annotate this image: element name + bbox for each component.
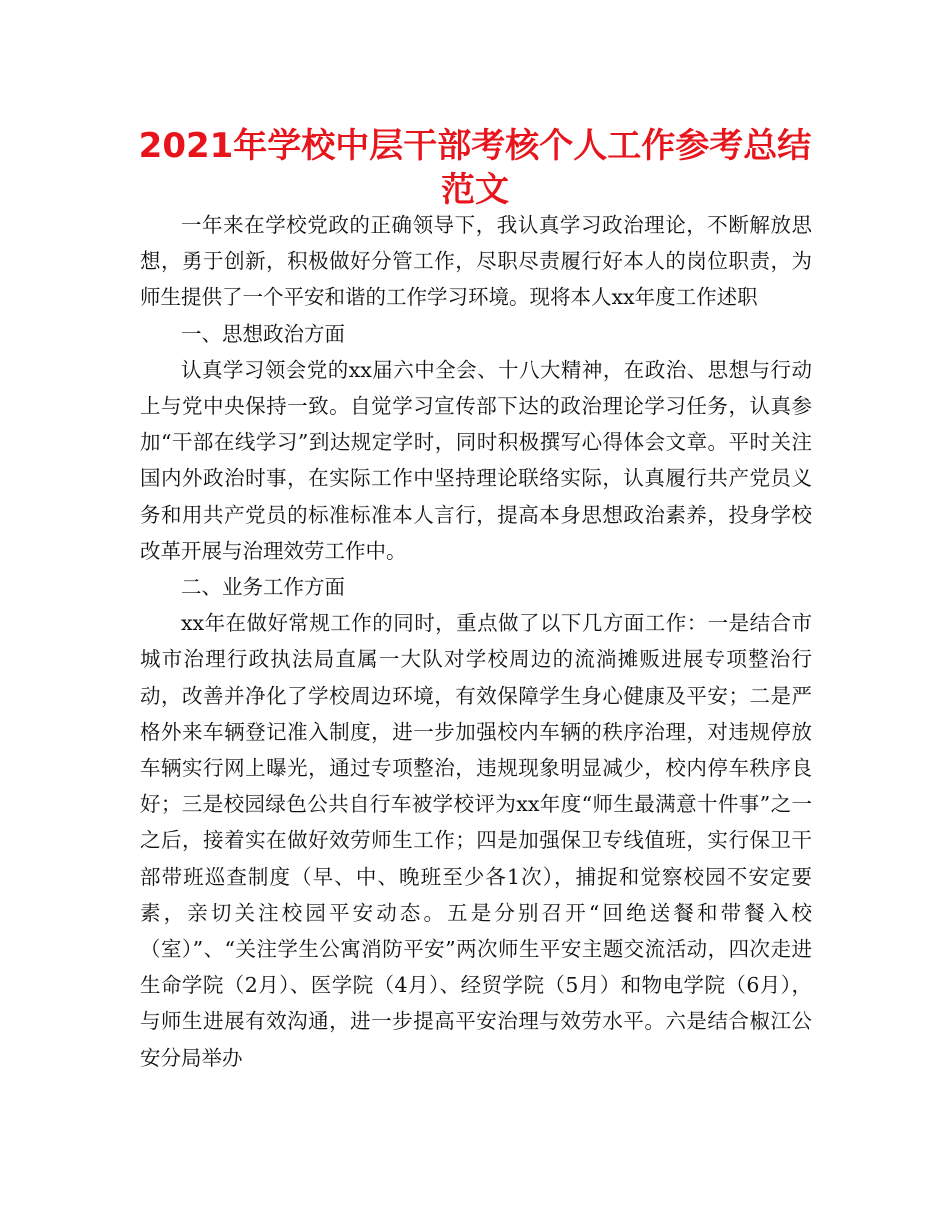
section-heading-political: 一、思想政治方面 [181,321,345,346]
section-heading-business: 二、业务工作方面 [181,575,345,600]
paragraph-intro: 一年来在学校党政的正确领导下，我认真学习政治理论，不断解放思想，勇于创新，积极做好分管工作，尽职尽责履行好本人的岗位职责，为师生提供了一个平安和谐的工作学习环境。现将本人xx年度工作述职 [140,213,812,310]
document-body [140,207,812,1076]
document-title: 2021年学校中层干部考核个人工作参考总结范文 [138,126,812,210]
paragraph-political: 认真学习领会党的xx届六中全会、十八大精神，在政治、思想与行动上与党中央保持一致。自觉学习宣传部下达的政治理论学习任务，认真参加“干部在线学习”到达规定学时，同时积极撰写心得体会文章。平时关注国内外政治时事，在实际工作中坚持理论联络实际，认真履行共产党员义务和用共产党员的标准标准本人言行，提高本身思想政治素养，投身学校改革开展与治理效劳工作中。 [140,357,812,563]
paragraph-business: xx年在做好常规工作的同时，重点做了以下几方面工作：一是结合市城市治理行政执法局直属一大队对学校周边的流淌摊贩进展专项整治行动，改善并净化了学校周边环境，有效保障学生身心健康及平安；二是严格外来车辆登记准入制度，进一步加强校内车辆的秩序治理，对违规停放车辆实行网上曝光，通过专项整治，违规现象明显减少，校内停车秩序良好；三是校园绿色公共自行车被学校评为xx年度“师生最满意十件事”之一之后，接着实在做好效劳师生工作；四是加强保卫专线值班，实行保卫干部带班巡查制度（早、中、晚班至少各1次），捕捉和觉察校园不安定要素，亲切关注校园平安动态。五是分别召开“回绝送餐和带餐入校（室）”、“关注学生公寓消防平安”两次师生平安主题交流活动，四次走进生命学院（2月）、医学院（4月）、经贸学院（5月）和物电学院（6月），与师生进展有效沟通，进一步提高平安治理与效劳水平。六是结合椒江公安分局举办 [140,611,812,1070]
